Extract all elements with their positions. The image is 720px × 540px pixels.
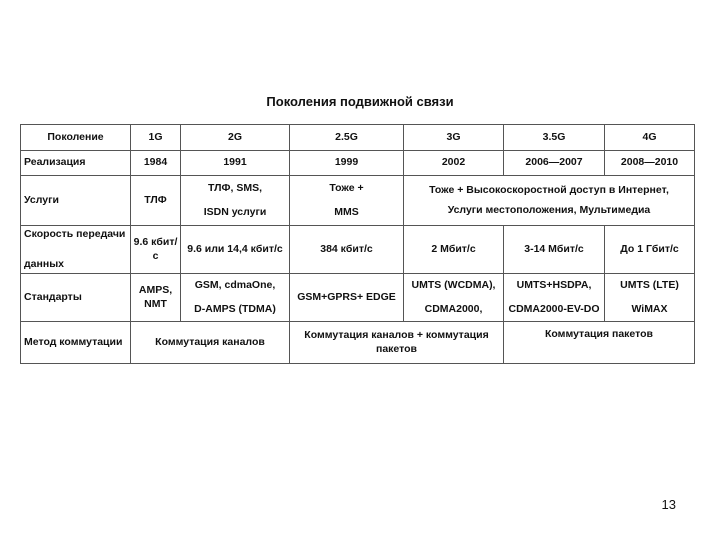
- generations-table: [20, 124, 695, 364]
- table-cell: 2 Мбит/с: [404, 226, 504, 274]
- table-cell: [181, 274, 290, 322]
- table-cell: [605, 274, 695, 322]
- table-row-header: [21, 125, 695, 151]
- cell-line: Услуги местоположения, Мультимедиа: [447, 203, 651, 216]
- table-cell: AMPS, NMT: [131, 274, 181, 322]
- header-cell: 1G: [131, 125, 181, 151]
- page-title: Поколения подвижной связи: [266, 94, 454, 109]
- header-cell: Поколение: [21, 125, 131, 151]
- cell-line: MMS: [334, 205, 359, 218]
- row-label-line: данных: [24, 258, 64, 271]
- cell-line: Коммутация каналов + коммутация: [304, 329, 489, 342]
- cell-line: Тоже + Высокоскоростной доступ в Интернет,: [429, 184, 669, 197]
- table-cell: 9.6 или 14,4 кбит/с: [181, 226, 290, 274]
- cell-line: ISDN услуги: [203, 205, 267, 218]
- table-row-services: [21, 176, 695, 226]
- table-row-standards: [21, 274, 695, 322]
- table-cell: 9.6 кбит/с: [131, 226, 181, 274]
- table-cell: ТЛФ: [131, 176, 181, 226]
- header-cell: 4G: [605, 125, 695, 151]
- row-label: Метод коммутации: [21, 322, 131, 364]
- cell-line: CDMA2000,: [424, 302, 483, 315]
- cell-line: GSM, cdmaOne,: [194, 279, 276, 292]
- cell-line: ТЛФ, SMS,: [208, 182, 262, 195]
- table-cell: GSM+GPRS+ EDGE: [290, 274, 404, 322]
- table-cell: 1999: [290, 151, 404, 176]
- table-cell: [404, 176, 695, 226]
- row-label: Услуги: [21, 176, 131, 226]
- table-cell: 1984: [131, 151, 181, 176]
- table-row-realization: [21, 151, 695, 176]
- header-cell: 2G: [181, 125, 290, 151]
- table-cell: [404, 274, 504, 322]
- cell-line: CDMA2000-EV-DO: [508, 302, 600, 315]
- table-cell: 1991: [181, 151, 290, 176]
- table-cell: До 1 Гбит/с: [605, 226, 695, 274]
- table-cell: Коммутация пакетов: [504, 322, 695, 364]
- cell-line: WiMAX: [631, 302, 668, 315]
- cell-line: UMTS+HSDPA,: [516, 279, 592, 292]
- cell-line: UMTS (WCDMA),: [411, 279, 496, 292]
- table-cell: [290, 322, 504, 364]
- row-label: Стандарты: [21, 274, 131, 322]
- row-label: Реализация: [21, 151, 131, 176]
- cell-line: Тоже +: [329, 182, 364, 195]
- table-cell: Коммутация каналов: [131, 322, 290, 364]
- table-cell: 2002: [404, 151, 504, 176]
- table-row-speed: [21, 226, 695, 274]
- header-cell: 3.5G: [504, 125, 605, 151]
- table-cell: 2006—2007: [504, 151, 605, 176]
- cell-line: UMTS (LTE): [620, 279, 679, 292]
- header-cell: 3G: [404, 125, 504, 151]
- table-cell: 3-14 Мбит/с: [504, 226, 605, 274]
- cell-line: D-AMPS (TDMA): [194, 302, 276, 315]
- table-row-switching: [21, 322, 695, 364]
- table-cell: 2008—2010: [605, 151, 695, 176]
- cell-line: пакетов: [375, 342, 417, 355]
- table-cell: [290, 176, 404, 226]
- header-cell: 2.5G: [290, 125, 404, 151]
- table-cell: [181, 176, 290, 226]
- row-label: [21, 226, 131, 274]
- table-cell: [504, 274, 605, 322]
- row-label-line: Скорость передачи: [24, 227, 126, 240]
- table-cell: 384 кбит/с: [290, 226, 404, 274]
- page-number: 13: [661, 497, 676, 512]
